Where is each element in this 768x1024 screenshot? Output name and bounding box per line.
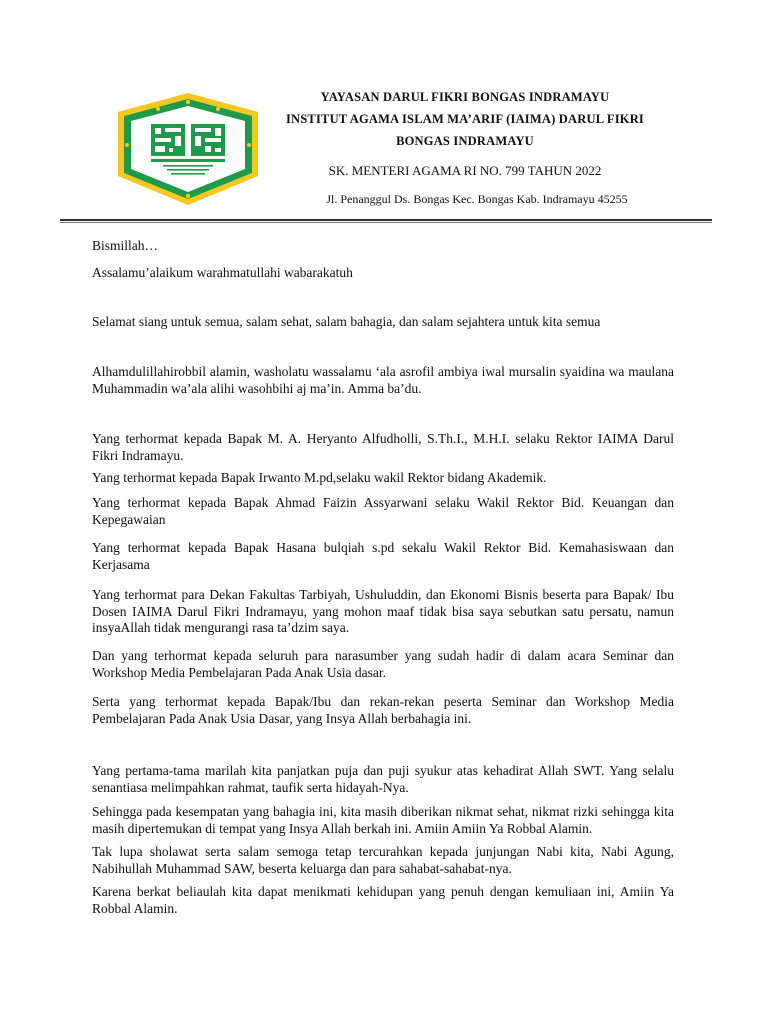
institute-location: BONGAS INDRAMAYU [396, 134, 534, 148]
address: Jl. Penanggul Ds. Bongas Kec. Bongas Kab. Indramayu 45255 [326, 192, 628, 206]
header-divider [60, 219, 712, 221]
header-divider-thin [60, 222, 712, 223]
paragraph-vice-rector-2: Yang terhormat kepada Bapak Ahmad Faizin Assyarwani selaku Wakil Rektor Bid. Keuangan dan Kepegawaian [92, 495, 674, 527]
paragraph-salutation: Selamat siang untuk semua, salam sehat, salam bahagia, dan salam sejahtera untuk kita semua [92, 314, 601, 329]
paragraph-vice-rector-3: Yang terhormat kepada Bapak Hasana bulqiah s.pd sekalu Wakil Rektor Bid. Kemahasiswaan dan Kerjasama [92, 540, 674, 572]
paragraph-opening: Bismillah… [92, 238, 159, 253]
paragraph-vice-rector-1: Yang terhormat kepada Bapak Irwanto M.pd,selaku wakil Rektor bidang Akademik. [92, 470, 547, 485]
paragraph-closing: Karena berkat beliaulah kita dapat menikmati kehidupan yang penuh dengan kemuliaan ini, Amiin Ya Robbal Alamin. [92, 884, 674, 916]
institute-name: INSTITUT AGAMA ISLAM MA’ARIF (IAIMA) DARUL FIKRI [285, 112, 644, 126]
foundation-name: YAYASAN DARUL FIKRI BONGAS INDRAMAYU [320, 90, 610, 104]
letterhead [270, 86, 660, 208]
paragraph-praise: Alhamdulillahirobbil alamin, washolatu wassalamu ‘ala asrofil ambiya iwal mursalin syaidina wa maulana Muhammadin wa’ala alihi wasohbihi aj ma’in. Amma ba’du. [92, 364, 674, 396]
paragraph-speakers: Dan yang terhormat kepada seluruh para narasumber yang sudah hadir di dalam acara Seminar dan Workshop Media Pembelajaran Pada Anak Usia dasar. [92, 648, 674, 680]
iaima-logo-icon [113, 90, 263, 208]
paragraph-greeting: Assalamu’alaikum warahmatullahi wabarakatuh [92, 265, 353, 280]
paragraph-deans: Yang terhormat para Dekan Fakultas Tarbiyah, Ushuluddin, dan Ekonomi Bisnis beserta para Bapak/ Ibu Dosen IAIMA Darul Fikri Indramayu, yang mohon maaf tidak bisa saya sebutkan satu persatu, namun insyaAllah tidak mengurangi rasa ta’dzim saya. [92, 587, 674, 635]
paragraph-rector: Yang terhormat kepada Bapak M. A. Heryanto Alfudholli, S.Th.I., M.H.I. selaku Rektor IAIMA Darul Fikri Indramayu. [92, 431, 674, 463]
paragraph-blessing: Sehingga pada kesempatan yang bahagia ini, kita masih diberikan nikmat sehat, nikmat rizki sehingga kita masih dipertemukan di tempat yang Insya Allah berkah ini. Amiin Amiin Ya Robbal Alamin. [92, 804, 674, 836]
paragraph-sholawat: Tak lupa sholawat serta salam semoga tetap tercurahkan kepada junjungan Nabi kita, Nabi Agung, Nabihullah Muhammad SAW, beserta keluarga dan para sahabat-sahabat-nya. [92, 844, 674, 876]
paragraph-participants: Serta yang terhormat kepada Bapak/Ibu dan rekan-rekan peserta Seminar dan Workshop Media Pembelajaran Pada Anak Usia Dasar, yang Insya Allah berbahagia ini. [92, 694, 674, 726]
sk-number: SK. MENTERI AGAMA RI NO. 799 TAHUN 2022 [328, 163, 602, 178]
paragraph-gratitude: Yang pertama-tama marilah kita panjatkan puja dan puji syukur atas kehadirat Allah SWT. Yang selalu senantiasa melimpahkan rahmat, taufik serta hidayah-Nya. [92, 763, 674, 795]
